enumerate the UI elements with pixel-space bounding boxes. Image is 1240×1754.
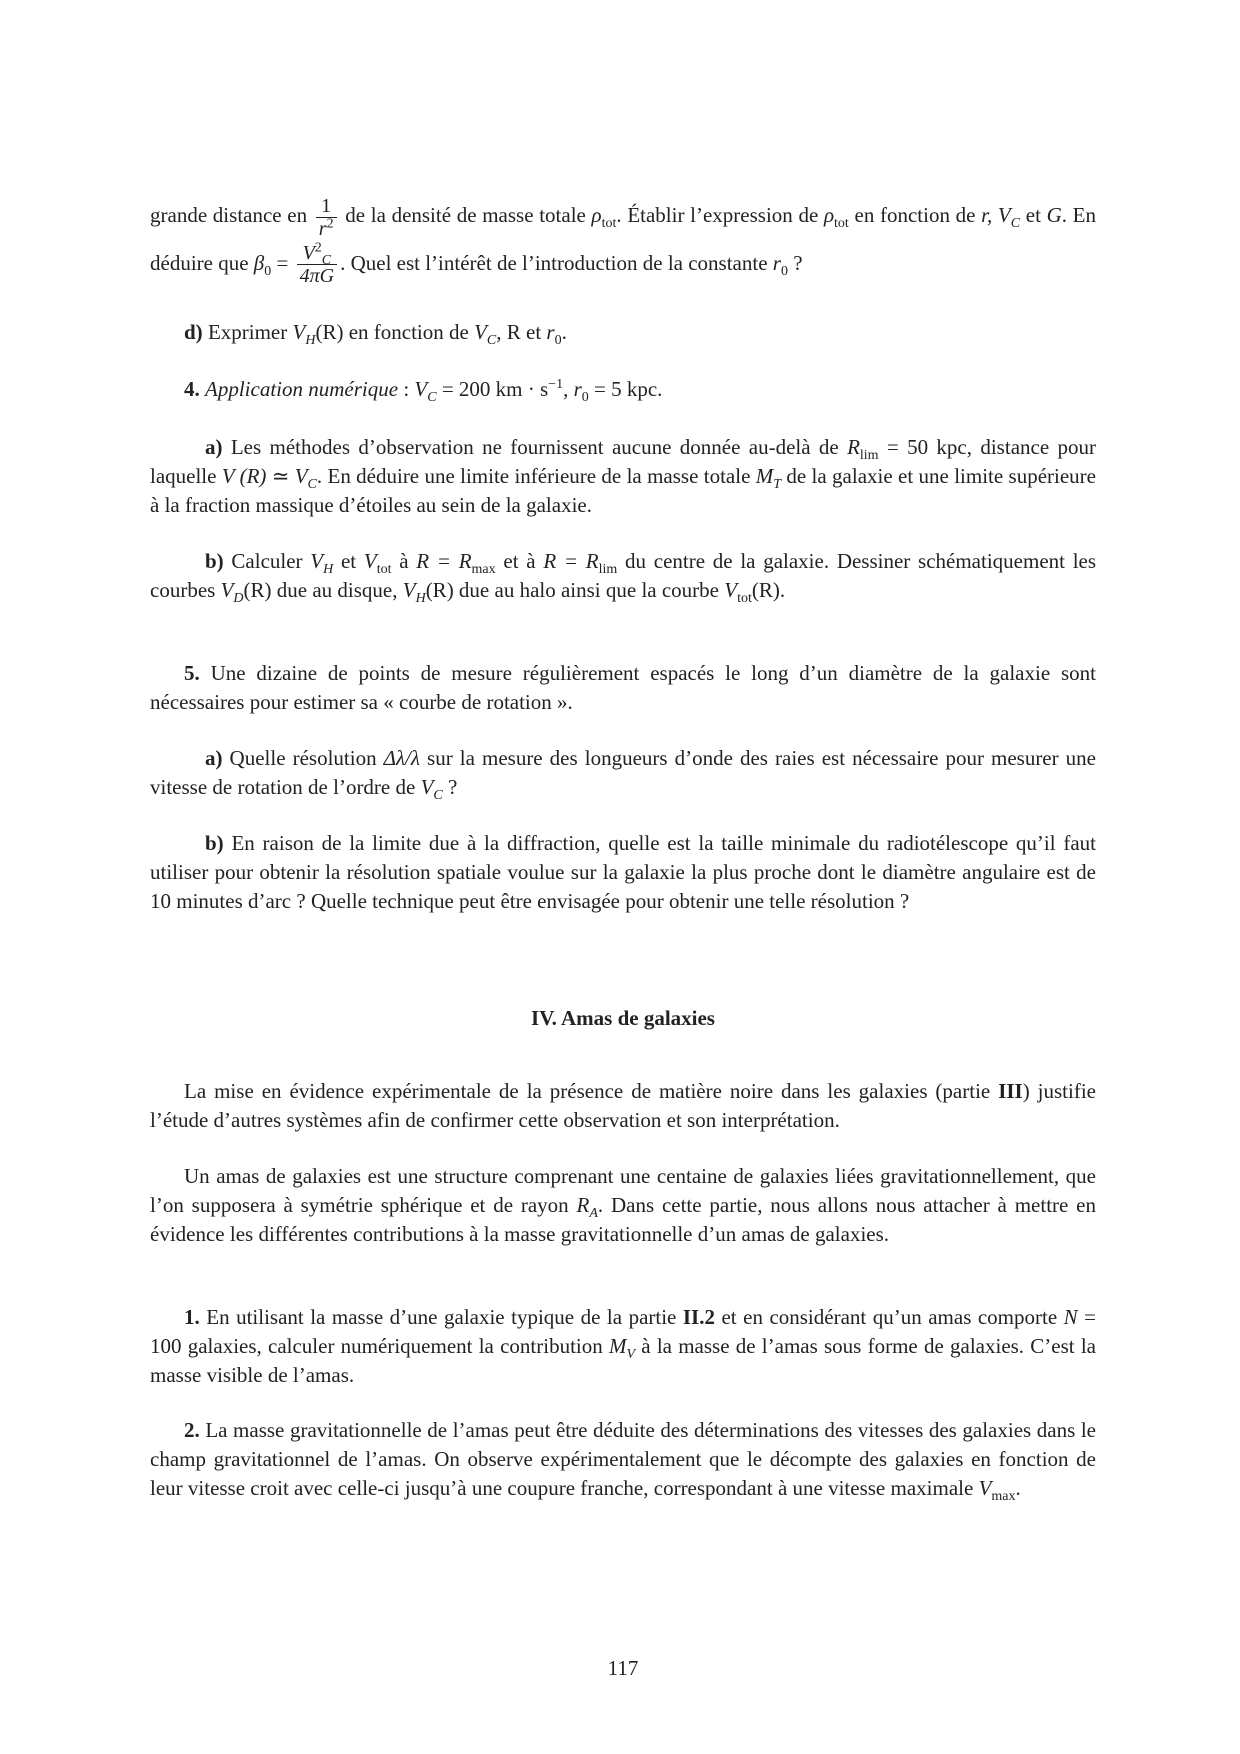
paragraph-intro: La mise en évidence expérimentale de la présence de matière noire dans les galaxies (partie III) justifie l’étude d’autres systèmes afin de confirmer cette observation et son interprétation. bbox=[150, 1079, 1096, 1132]
paragraph-amas-definition: Un amas de galaxies est une structure comprenant une centaine de galaxies liées gravitationnellement, que l’on supposera à symétrie sphérique et de rayon $R_A$. Dans cette partie, nous allons nous attacher à mettre en évidence les différentes contributions à la masse gravitationnelle d’un amas de galaxies. bbox=[150, 1164, 1096, 1246]
question-4b: b) Calculer $V_H$ et $V_{tot}$ à $R = R_{max}$ et à $R = R_{lim}$ du centre de la galaxie. Dessiner schématiquement les courbes $V_D(R)$ due au disque, $V_H(R)$ due au halo ainsi que la courbe $V_{tot}(R)$. bbox=[150, 549, 1097, 607]
fraction-one-over-r2: $\frac{1}{r^2}$ bbox=[316, 195, 337, 240]
page-number: 117 bbox=[607, 1656, 639, 1680]
question-5a: a) Quelle résolution Δλ/λ sur la mesure des longueurs d’onde des raies est nécessaire pour mesurer une vitesse de rotation de l’ordre de $V_C$ ? bbox=[150, 746, 1097, 804]
question-3d: d) Exprimer $V_H(R)$ en fonction de $V_C$, R et $r_0$. bbox=[184, 320, 567, 349]
question-4: 4. Application numérique : $V_C = 200$ km · $s^{-1}$, $r_0 = 5$ kpc. bbox=[184, 377, 663, 406]
question-5b: b) En raison de la limite due à la diffraction, quelle est la taille minimale du radiotélescope qu’il faut utiliser pour obtenir la résolution spatiale voulue sur la galaxie la plus proche dont le diamètre angulaire est de 10 minutes d’arc ? Quelle technique peut être envisagée pour obtenir une telle résolution ? bbox=[150, 831, 1096, 913]
question-5: 5. Une dizaine de points de mesure régulièrement espacés le long d’un diamètre de la galaxie sont nécessaires pour estimer sa « courbe de rotation ». bbox=[150, 661, 1096, 714]
document-page bbox=[150, 0, 1096, 1754]
fraction-vc2-over-4piG: $\frac{V^2_C}{4\pi G}$ bbox=[297, 242, 337, 287]
section-title: IV. Amas de galaxies bbox=[531, 1006, 715, 1030]
paragraph-density: grande distance en $\frac{1}{r^2}$ de la densité de masse totale $\rho_{tot}$. Établir l’expression de $\rho_{tot}$ en fonction de r, $V_C$ et G. En déduire que $\beta_0$ = $\frac{V^2_C}{4\pi G}$ . Quel est l’intérêt de l’introduction de la constante $r_0$ ? bbox=[150, 194, 1096, 288]
question-iv-1: 1. En utilisant la masse d’une galaxie typique de la partie II.2 et en considérant qu’un amas comporte N = 100 galaxies, calculer numériquement la contribution $M_V$ à la masse de l’amas sous forme de galaxies. C’est la masse visible de l’amas. bbox=[150, 1305, 1097, 1387]
question-4a: a) Les méthodes d’observation ne fournissent aucune donnée au-delà de $R_{lim} = 50$ kpc, distance pour laquelle V (R) ≃ $V_C$. En déduire une limite inférieure de la masse totale $M_T$ de la galaxie et une limite supérieure à la fraction massique d’étoiles au sein de la galaxie. bbox=[150, 435, 1096, 517]
question-iv-2: 2. La masse gravitationnelle de l’amas peut être déduite des déterminations des vitesses des galaxies dans le champ gravitationnel de l’amas. On observe expérimentalement que le décompte des galaxies en fonction de leur vitesse croit avec celle-ci jusqu’à une coupure franche, correspondant à une vitesse maximale $V_{max}$. bbox=[150, 1418, 1096, 1505]
